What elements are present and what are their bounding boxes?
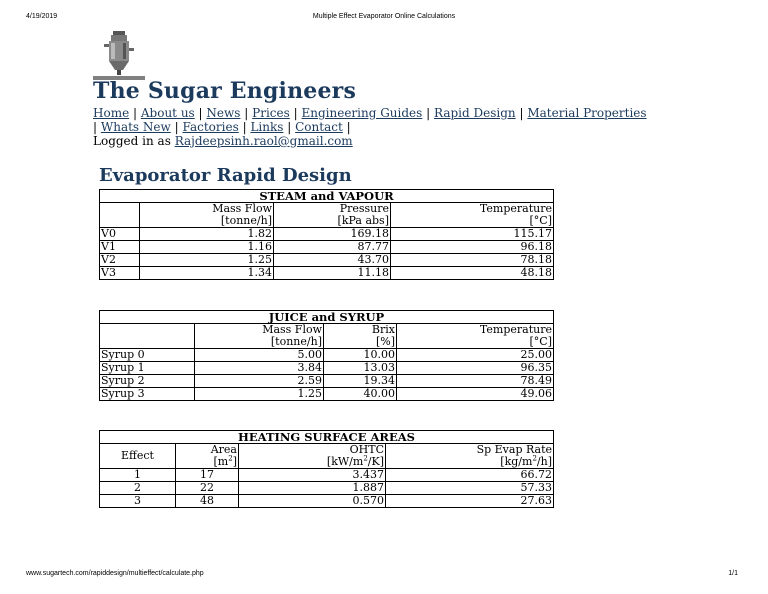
nav-link-about[interactable]: About us [140,106,195,120]
nav-separator: | [287,120,292,134]
nav-link-material-properties[interactable]: Material Properties [527,106,647,120]
print-footer-url: www.sugartech.com/rapiddesign/multieffect/calculate.php [26,570,204,577]
print-page-number: 1/1 [728,570,738,577]
cell-mass-flow: 5.00 [195,349,324,362]
nav-separator: | [519,106,524,120]
nav-link-news[interactable]: News [206,106,241,120]
evaporator-logo [92,28,146,80]
table-row [100,388,554,401]
table-row [100,254,554,267]
user-email-link[interactable]: Rajdeepsinh.raol@gmail.com [174,134,353,148]
table-row [100,482,554,495]
table-row [100,469,554,482]
effect-header: Effect [100,444,176,469]
nav-separator: | [244,106,249,120]
table-caption: JUICE and SYRUP [100,311,554,324]
cell-temperature: 48.18 [391,267,554,280]
cell-area: 22 [176,482,239,495]
nav-link-factories[interactable]: Factories [182,120,239,134]
nav-separator: | [426,106,431,120]
nav-separator: | [93,120,98,134]
cell-temperature: 78.18 [391,254,554,267]
logged-in-label: Logged in as [93,134,171,148]
cell-effect: 1 [100,469,176,482]
cell-mass-flow: 1.16 [140,241,274,254]
row-label: V3 [100,267,140,280]
row-label: Syrup 3 [100,388,195,401]
column-header: Pressure [kPa abs] [274,203,391,228]
nav-link-whats-new[interactable]: Whats New [100,120,171,134]
cell-evap-rate: 57.33 [386,482,554,495]
cell-effect: 3 [100,495,176,508]
nav-separator: | [133,106,138,120]
print-date: 4/19/2019 [26,13,58,20]
cell-temperature: 78.49 [397,375,554,388]
cell-pressure: 87.77 [274,241,391,254]
cell-area: 48 [176,495,239,508]
table-row [100,241,554,254]
nav-link-contact[interactable]: Contact [295,120,343,134]
header-row [100,444,554,469]
cell-temperature: 25.00 [397,349,554,362]
nav-link-links[interactable]: Links [250,120,284,134]
cell-mass-flow: 3.84 [195,362,324,375]
nav-separator: | [242,120,247,134]
cell-pressure: 43.70 [274,254,391,267]
cell-ohtc: 0.570 [239,495,386,508]
row-label: V0 [100,228,140,241]
print-page-title: Multiple Effect Evaporator Online Calculations [312,13,456,20]
table-row [100,495,554,508]
site-title: The Sugar Engineers [93,78,357,104]
column-header: Mass Flow [tonne/h] [140,203,274,228]
cell-evap-rate: 66.72 [386,469,554,482]
table-caption: STEAM and VAPOUR [100,190,554,203]
row-label: Syrup 2 [100,375,195,388]
nav-link-rapid-design[interactable]: Rapid Design [434,106,516,120]
column-header: Sp Evap Rate $[kg/m^2/h]$ [386,444,554,469]
column-header: OHTC $[kW/m^2/K]$ [239,444,386,469]
column-header: Temperature [°C] [397,324,554,349]
cell-area: 17 [176,469,239,482]
row-label: Syrup 1 [100,362,195,375]
main-nav [93,106,653,134]
table-row [100,375,554,388]
cell-brix: 19.34 [324,375,397,388]
nav-separator: | [346,120,351,134]
cell-pressure: 11.18 [274,267,391,280]
cell-brix: 40.00 [324,388,397,401]
cell-ohtc: 3.437 [239,469,386,482]
column-header: Area $[m^2]$ [176,444,239,469]
cell-mass-flow: 1.25 [195,388,324,401]
cell-brix: 13.03 [324,362,397,375]
nav-link-prices[interactable]: Prices [252,106,290,120]
empty-header-cell [100,324,195,349]
header-row [100,203,554,228]
nav-link-engineering-guides[interactable]: Engineering Guides [301,106,423,120]
steam-vapour-table [99,189,554,280]
cell-mass-flow: 1.82 [140,228,274,241]
juice-syrup-table [99,310,554,401]
cell-temperature: 49.06 [397,388,554,401]
table-row [100,349,554,362]
row-label: Syrup 0 [100,349,195,362]
row-label: V1 [100,241,140,254]
empty-header-cell [100,203,140,228]
page-title: Evaporator Rapid Design [99,165,352,186]
cell-pressure: 169.18 [274,228,391,241]
table-caption: HEATING SURFACE AREAS [100,431,554,444]
nav-separator: | [174,120,179,134]
table-row [100,228,554,241]
cell-temperature: 96.35 [397,362,554,375]
header-row [100,324,554,349]
column-header: Temperature [°C] [391,203,554,228]
cell-mass-flow: 1.25 [140,254,274,267]
cell-temperature: 115.17 [391,228,554,241]
nav-separator: | [198,106,203,120]
column-header: Brix [%] [324,324,397,349]
cell-brix: 10.00 [324,349,397,362]
cell-temperature: 96.18 [391,241,554,254]
table-row [100,362,554,375]
heating-surface-table [99,430,554,508]
logged-in-status [93,134,353,148]
nav-link-home[interactable]: Home [93,106,130,120]
cell-ohtc: 1.887 [239,482,386,495]
nav-separator: | [293,106,298,120]
cell-mass-flow: 1.34 [140,267,274,280]
cell-effect: 2 [100,482,176,495]
row-label: V2 [100,254,140,267]
column-header: Mass Flow [tonne/h] [195,324,324,349]
cell-mass-flow: 2.59 [195,375,324,388]
cell-evap-rate: 27.63 [386,495,554,508]
table-row [100,267,554,280]
